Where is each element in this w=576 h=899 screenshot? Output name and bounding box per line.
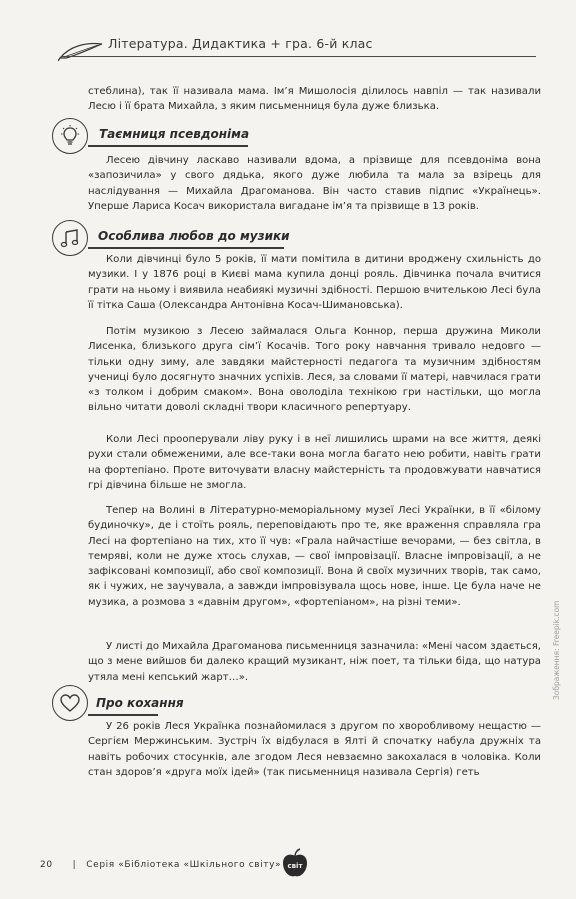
page-number: 20	[40, 860, 53, 870]
running-header: Література. Дидактика + гра. 6-й клас	[108, 36, 373, 51]
section-paragraph: Коли Лесі прооперували ліву руку і в неї лишились шрами на все життя, деякі рухи стали обмеженими, але все-таки вона могла багато нею робити, навіть грати на фортепіано. Проте виточувати власну майстерність та продовжувати навчатися грі дівчина більше не змогла.	[88, 434, 541, 491]
quill-icon	[58, 40, 104, 62]
image-credit: Зображення: Freepik.com	[552, 600, 561, 700]
music-section-icon	[52, 220, 88, 256]
section-underline	[88, 714, 158, 716]
header-divider	[62, 56, 536, 57]
footer-separator: |	[72, 860, 77, 870]
music-note-icon	[58, 226, 82, 250]
section-underline	[88, 247, 284, 249]
section-underline	[88, 145, 248, 147]
apple-logo-icon	[280, 848, 310, 880]
section-paragraph: Тепер на Волині в Літературно-меморіальному музеї Лесі Українки, в її «білому будиночку», де і стоїть рояль, переповідають про те, яке враження справляла гра Лесі на фортепіано на тих, хто її чув: «Грала найчастіше вечорами, — без світла, в темряві, коли не дуже хтось слухав, — свої імпровізації. Власне імпровізації, а не зафіксовані композиції, або свої композиції. Вона й своїх музичних творів, так само, як і чужих, не заучувала, а завжди імпровізувала щось нове, інше. Це була наче не музика, а розмова з «давнім другом», «фортепіаном», на різні теми».	[88, 505, 541, 608]
section-title-music: Особлива любов до музики	[98, 229, 290, 243]
section-title-love: Про кохання	[96, 696, 184, 710]
heart-section-icon	[52, 685, 88, 721]
section-paragraph: У листі до Михайла Драгоманова письменниця зазначила: «Мені часом здається, що з мене вийшов би далеко кращий музикант, ніж поет, та тільки біда, що натура утяла мені кепський жарт…».	[88, 641, 541, 683]
lightbulb-section-icon	[52, 118, 88, 154]
heart-icon	[58, 691, 82, 715]
section-title-pseudonym: Таємниця псевдоніма	[99, 127, 250, 141]
section-paragraph: Потім музикою з Лесею займалася Ольга Коннор, перша дружина Миколи Лисенка, близького друга сім’ї Косачів. Того року навчання тривало недовго — тільки одну зиму, але завдяки майстерності педагога та музичним здібностям учениці було досягнуто значних успіхів. Леся, за словами її матері, навчилася грати «з толком і добрим смаком». Вона оволоділа технікою гри настільки, що могла вільно читати доволі складні твори класичного репертуару.	[88, 326, 541, 414]
section-paragraph: Коли дівчинці було 5 років, її мати помітила в дитини вроджену схильність до музики. І у 1876 році в Києві мама купила донці рояль. Дівчинка почала вчитися грати на ньому і виявила неабиякі музичні здібності. Першою вчителькою Лесі була її тітка Саша (Олександра Антонівна Косач-Шимановська).	[88, 254, 541, 311]
intro-paragraph: стеблина), так її називала мама. Ім’я Мишолосія ділилось навпіл — так називали Лесю і її брата Михайла, з яким письменниця була дуже близька.	[88, 86, 541, 113]
logo-text: світ	[287, 862, 303, 870]
page-footer	[40, 860, 281, 870]
section-paragraph: У 26 років Леся Українка познайомилася з другом по хворобливому нещастю — Сергієм Мержинським. Зустріч їх відбулася в Ялті й спочатку набула дружніх та навіть робочих стосунків, але згодом Леся невзаємно закохалася в чоловіка. Коли стан здоров’я «друга моїх ідей» (так письменниця називала Сергія) геть	[88, 721, 541, 778]
series-name: Серія «Бібліотека «Шкільного світу»	[86, 860, 282, 870]
section-paragraph: Лесею дівчину ласкаво називали вдома, а прізвище для псевдоніма вона «запозичила» у свого дядька, якого дуже любила та мала за взірець для наслідування — Михайла Драгоманова. Він часто ставив підпис «Українець». Уперше Лариса Косач використала вигадане ім’я та прізвище в 13 років.	[88, 155, 541, 212]
lightbulb-icon	[58, 124, 82, 148]
